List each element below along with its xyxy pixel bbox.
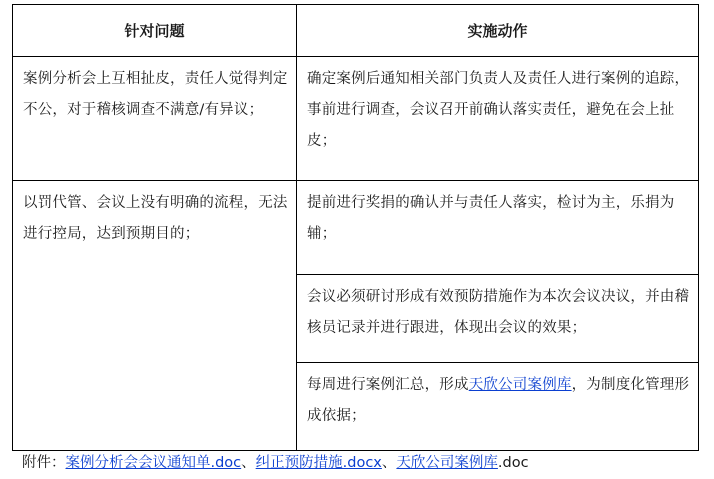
- table-row: [13, 181, 699, 275]
- issue-text: 以罚代管、会议上没有明确的流程，无法进行控局，达到预期目的；: [23, 195, 288, 242]
- action-cell: [297, 181, 699, 275]
- table-header-row: [13, 5, 699, 57]
- table-row: [13, 57, 699, 181]
- attachment-separator: 、: [241, 455, 256, 471]
- action-cell: [297, 275, 699, 363]
- attachment-extension: .doc: [497, 455, 529, 471]
- attachment-link-meeting-notice[interactable]: 案例分析会会议通知单.doc: [65, 455, 242, 471]
- action-text-after: ，为制度化管理形成依据；: [307, 377, 690, 424]
- issue-cell: [13, 181, 297, 451]
- attachment-link-corrective-measures[interactable]: 纠正预防措施.docx: [255, 455, 382, 471]
- attachment-separator: 、: [381, 455, 397, 471]
- action-text: 会议必须研讨形成有效预防措施作为本次会议决议，并由稽核员记录并进行跟进，体现出会议的效果；: [307, 289, 690, 336]
- attachments-line: [22, 452, 529, 474]
- attachment-link-case-library[interactable]: 天欣公司案例库: [396, 455, 498, 471]
- action-text: 确定案例后通知相关部门负责人及责任人进行案例的追踪，事前进行调查，会议召开前确认落实责任，避免在会上扯皮；: [307, 71, 690, 149]
- header-action: 实施动作: [297, 5, 699, 57]
- issue-text: 案例分析会上互相扯皮，责任人觉得判定不公，对于稽核调查不满意/有异议；: [23, 71, 288, 118]
- issue-cell: [13, 57, 297, 181]
- action-cell: [297, 363, 699, 451]
- case-library-link[interactable]: 天欣公司案例库: [468, 377, 572, 393]
- action-text: [297, 363, 698, 432]
- case-analysis-table: [12, 4, 699, 451]
- attachments-label: 附件：: [22, 455, 66, 471]
- action-cell: [297, 57, 699, 181]
- action-text: 提前进行奖捐的确认并与责任人落实，检讨为主，乐捐为辅；: [307, 195, 675, 242]
- header-issue: 针对问题: [13, 5, 297, 57]
- action-text-before: 每周进行案例汇总，形成: [307, 377, 469, 393]
